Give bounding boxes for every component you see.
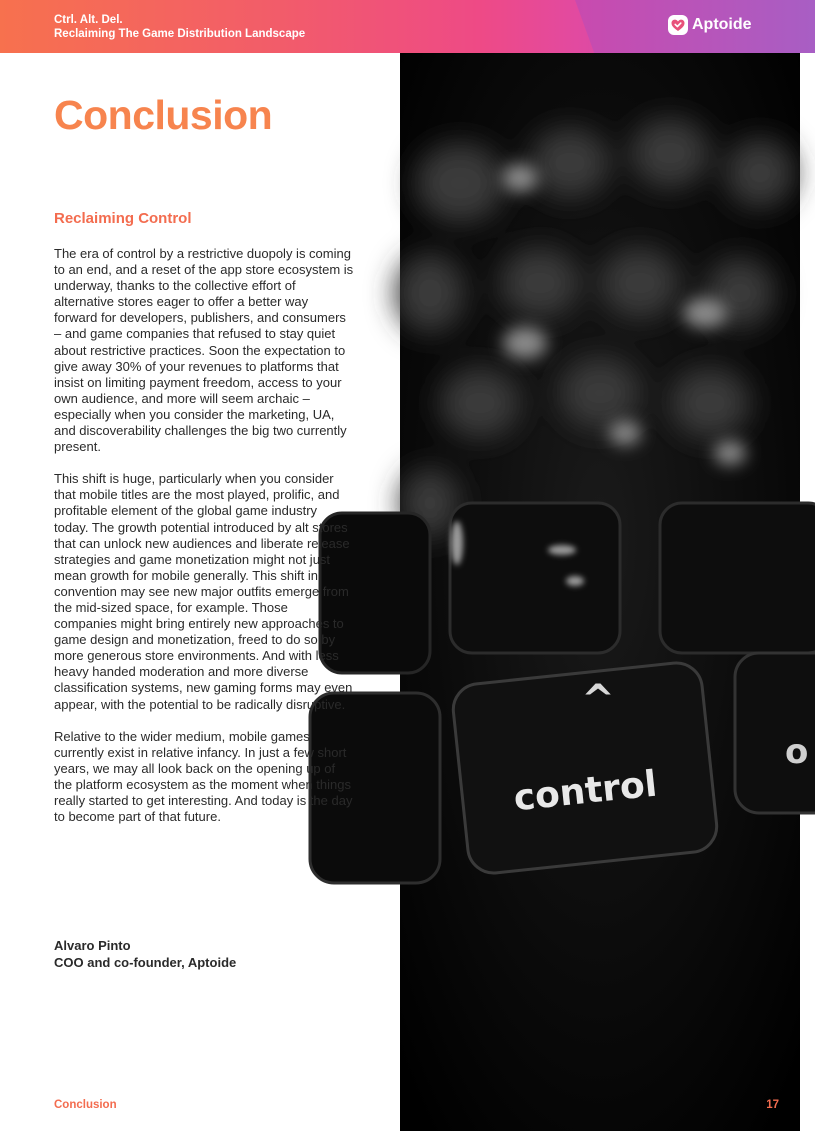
footer-section-label: Conclusion [54,1099,117,1111]
paragraph: The era of control by a restrictive duopoly is coming to an end, and a reset of the app store ecosystem is underway, thanks to the collective effort of alternative stores eager to offer a better way forward for developers, publishers, and consumers – and game companies that refused to stay quiet about restrictive practices. Soon the expectation to give away 30% of your revenues to platforms that insist on limiting payment freedom, access to your own audience, and more will seem archaic – especially when you consider the marketing, UA, and discoverability challenges the big two currently present. [54,246,354,455]
keyboard-photo [400,53,809,1131]
aptoide-logo [668,15,752,35]
control-key [451,660,719,875]
logo-wordmark: Aptoide [692,16,752,33]
body-text [54,246,354,841]
report-title: Ctrl. Alt. Del. [54,14,123,26]
page-number: 17 [766,1099,779,1111]
key-label: control [511,763,659,820]
edge-key [735,653,815,813]
paragraph: This shift is huge, particularly when you consider that mobile titles are the most played, prolific, and profitable element of the global game industry today. The growth potential introduced by alt stores that can unlock new audiences and liberate release strategies and game monetization might not just mean growth for mobile generally. This shift in convention may see new major outfits emerge from the mid-sized space, for example. Those companies might bring entirely new approaches to game design and monetization, freed to do so by more generous store environments. And with less heavy handed moderation and more diverse classification systems, new gaming forms may even appear, with the potential to be radically disruptive. [54,471,353,712]
key-symbol: ^ [581,677,615,723]
edge-key-label: o [785,732,809,772]
paragraph: Relative to the wider medium, mobile games currently exist in relative infancy. In just a few short years, we may all look back on the opening up of the platform ecosystem as the moment when things really started to get interesting. And today is the day to become part of that future. [54,728,353,825]
aptoide-heart-icon [668,15,688,35]
report-subtitle: Reclaiming The Game Distribution Landscape [54,28,306,40]
author-name: Alvaro Pinto [54,938,131,953]
section-heading: Reclaiming Control [54,210,192,227]
key-row-middle [320,503,815,673]
page-header [0,0,800,53]
page-title: Conclusion [54,92,273,138]
report-title-block [54,13,305,41]
author-signature [54,938,236,971]
author-role: COO and co-founder, Aptoide [54,954,237,970]
